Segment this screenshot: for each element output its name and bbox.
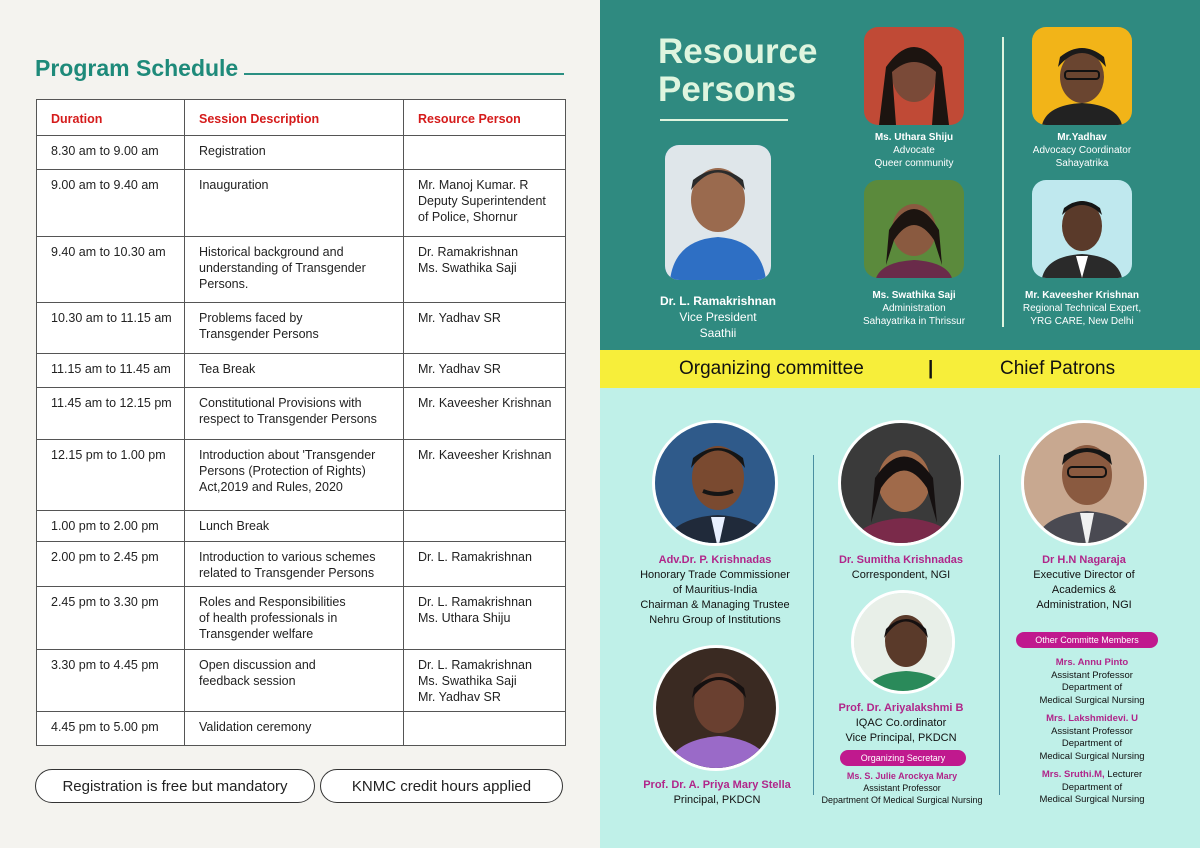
caption-nagaraja xyxy=(1004,553,1164,613)
role-annu-3: Medical Surgical Nursing xyxy=(1039,694,1145,706)
cell-duration: 4.45 pm to 5.00 pm xyxy=(37,712,185,746)
role-swathika: Administration xyxy=(882,303,946,314)
org-kaveesher: YRG CARE, New Delhi xyxy=(1030,316,1134,327)
cell-duration: 10.30 am to 11.15 am xyxy=(37,303,185,354)
table-row xyxy=(37,354,566,388)
cell-duration: 8.30 am to 9.00 am xyxy=(37,136,185,170)
photo-sumitha xyxy=(838,420,964,546)
banner-separator: | xyxy=(928,358,934,379)
name-priya: Prof. Dr. A. Priya Mary Stella xyxy=(643,779,791,791)
role-secretary-1: Assistant Professor xyxy=(863,783,941,793)
name-sumitha: Dr. Sumitha Krishnadas xyxy=(838,554,964,566)
caption-kaveesher xyxy=(1007,289,1157,328)
cell-resource-person: Mr. Yadhav SR xyxy=(404,354,566,388)
photo-yadhav xyxy=(1032,27,1132,125)
cell-duration: 12.15 pm to 1.00 pm xyxy=(37,440,185,511)
role-sumitha: Correspondent, NGI xyxy=(851,569,951,581)
cell-duration: 9.40 am to 10.30 am xyxy=(37,237,185,303)
role-nagaraja-2: Academics & xyxy=(1051,584,1117,596)
caption-swathika xyxy=(840,289,988,328)
role-ariyalakshmi-1: IQAC Co.ordinator xyxy=(855,717,947,729)
cell-session: Inauguration xyxy=(185,170,404,237)
cell-resource-person: Dr. Ramakrishnan Ms. Swathika Saji xyxy=(404,237,566,303)
cell-resource-person: Mr. Yadhav SR xyxy=(404,303,566,354)
caption-priya xyxy=(622,778,812,808)
photo-priya xyxy=(653,645,779,771)
cell-duration: 2.45 pm to 3.30 pm xyxy=(37,587,185,650)
committee-banner xyxy=(600,350,1200,388)
registration-note: Registration is free but mandatory xyxy=(35,769,315,803)
cell-session: Introduction about 'Transgender Persons (Protection of Rights) Act,2019 and Rules, 2020 xyxy=(185,440,404,511)
cell-resource-person: Dr. L. Ramakrishnan xyxy=(404,542,566,587)
cell-resource-person: Dr. L. Ramakrishnan Ms. Swathika Saji Mr. Yadhav SR xyxy=(404,650,566,712)
schedule-title: Program Schedule xyxy=(35,55,239,81)
cell-resource-person: Mr. Kaveesher Krishnan xyxy=(404,388,566,440)
cell-session: Validation ceremony xyxy=(185,712,404,746)
photo-nagaraja xyxy=(1021,420,1147,546)
table-row xyxy=(37,303,566,354)
name-krishnadas: Adv.Dr. P. Krishnadas xyxy=(658,554,772,566)
role-annu-1: Assistant Professor xyxy=(1051,669,1133,681)
cell-session: Problems faced by Transgender Persons xyxy=(185,303,404,354)
photo-ariyalakshmi xyxy=(851,590,955,694)
name-swathika: Ms. Swathika Saji xyxy=(872,290,956,301)
cell-session: Lunch Break xyxy=(185,511,404,542)
table-row xyxy=(37,136,566,170)
resource-title-underline xyxy=(660,119,788,121)
caption-secretary xyxy=(812,770,992,806)
photo-kaveesher xyxy=(1032,180,1132,278)
role-sruthi-2: Medical Surgical Nursing xyxy=(1039,794,1145,805)
credit-hours-note: KNMC credit hours applied xyxy=(320,769,563,803)
table-header-row xyxy=(37,100,566,136)
caption-krishnadas xyxy=(616,553,814,628)
cell-resource-person: Mr. Kaveesher Krishnan xyxy=(404,440,566,511)
title-sruthi: Lecturer xyxy=(1104,769,1143,780)
name-ramakrishnan: Dr. L. Ramakrishnan xyxy=(659,294,777,308)
cell-resource-person xyxy=(404,511,566,542)
cell-resource-person: Dr. L. Ramakrishnan Ms. Uthara Shiju xyxy=(404,587,566,650)
role-nagaraja-3: Administration, NGI xyxy=(1036,599,1132,611)
name-lakshmidevi: Mrs. Lakshmidevi. U xyxy=(1046,713,1138,724)
resource-title-line1: Resource xyxy=(658,32,818,71)
cell-duration: 11.45 am to 12.15 pm xyxy=(37,388,185,440)
role-krishnadas-4: Nehru Group of Institutions xyxy=(649,614,781,626)
name-secretary: Ms. S. Julie Arockya Mary xyxy=(846,771,958,781)
table-row xyxy=(37,440,566,511)
cell-session: Historical background and understanding of Transgender Persons. xyxy=(185,237,404,303)
name-annu: Mrs. Annu Pinto xyxy=(1055,657,1129,668)
cell-duration: 9.00 am to 9.40 am xyxy=(37,170,185,237)
name-kaveesher: Mr. Kaveesher Krishnan xyxy=(1025,290,1139,301)
photo-ramakrishnan xyxy=(665,145,771,280)
caption-sumitha xyxy=(826,553,976,583)
role-uthara: Advocate xyxy=(893,145,935,156)
table-row xyxy=(37,650,566,712)
banner-chief-patrons: Chief Patrons xyxy=(1000,358,1116,379)
photo-swathika xyxy=(864,180,964,278)
org-yadhav: Sahayatrika xyxy=(1055,158,1109,169)
member-lakshmidevi xyxy=(1017,713,1167,763)
member-sruthi xyxy=(1017,769,1167,807)
org-uthara: Queer community xyxy=(874,158,954,169)
role-secretary-2: Department Of Medical Surgical Nursing xyxy=(821,795,983,805)
role-priya: Principal, PKDCN xyxy=(673,794,761,806)
photo-uthara xyxy=(864,27,964,125)
table-row xyxy=(37,237,566,303)
cell-duration: 11.15 am to 11.45 am xyxy=(37,354,185,388)
role-annu-2: Department of xyxy=(1061,682,1123,693)
table-row xyxy=(37,511,566,542)
org-swathika: Sahayatrika in Thrissur xyxy=(862,316,966,327)
header-duration: Duration xyxy=(37,100,185,136)
cell-session: Constitutional Provisions with respect to Transgender Persons xyxy=(185,388,404,440)
organizing-secretary-tag: Organizing Secretary xyxy=(840,750,966,766)
cell-session: Roles and Responsibilities of health professionals in Transgender welfare xyxy=(185,587,404,650)
cell-duration: 2.00 pm to 2.45 pm xyxy=(37,542,185,587)
role-ariyalakshmi-2: Vice Principal, PKDCN xyxy=(845,732,957,744)
cell-session: Tea Break xyxy=(185,354,404,388)
table-row xyxy=(37,542,566,587)
name-ariyalakshmi: Prof. Dr. Ariyalakshmi B xyxy=(838,702,964,714)
resource-divider xyxy=(1002,37,1004,327)
caption-ariyalakshmi xyxy=(826,701,976,746)
org-ramakrishnan: Saathii xyxy=(699,326,737,340)
title-divider xyxy=(244,73,564,75)
role-krishnadas-3: Chairman & Managing Trustee xyxy=(640,599,790,611)
role-ramakrishnan: Vice President xyxy=(679,310,757,324)
table-row xyxy=(37,388,566,440)
resource-title-line2: Persons xyxy=(658,70,797,109)
committee-divider-2 xyxy=(999,455,1000,795)
header-resource-person: Resource Person xyxy=(404,100,566,136)
other-members-tag: Other Committe Members xyxy=(1016,632,1158,648)
cell-session: Introduction to various schemes related to Transgender Persons xyxy=(185,542,404,587)
role-yadhav: Advocacy Coordinator xyxy=(1032,145,1132,156)
resource-persons-title xyxy=(658,33,818,109)
table-row xyxy=(37,712,566,746)
role-lakshmidevi-2: Department of xyxy=(1061,738,1123,749)
caption-ramakrishnan xyxy=(640,293,796,341)
cell-session: Open discussion and feedback session xyxy=(185,650,404,712)
cell-duration: 3.30 pm to 4.45 pm xyxy=(37,650,185,712)
name-nagaraja: Dr H.N Nagaraja xyxy=(1042,554,1126,566)
banner-organizing-committee: Organizing committee xyxy=(679,358,864,379)
cell-resource-person xyxy=(404,712,566,746)
role-lakshmidevi-1: Assistant Professor xyxy=(1051,725,1133,737)
name-uthara: Ms. Uthara Shiju xyxy=(874,132,954,143)
caption-yadhav xyxy=(1012,131,1152,170)
role-krishnadas-2: of Mauritius-India xyxy=(672,584,758,596)
name-sruthi: Mrs. Sruthi.M, xyxy=(1041,769,1105,780)
cell-resource-person: Mr. Manoj Kumar. R Deputy Superintendent of Police, Shornur xyxy=(404,170,566,237)
table-row xyxy=(37,587,566,650)
role-lakshmidevi-3: Medical Surgical Nursing xyxy=(1039,750,1145,762)
role-krishnadas-1: Honorary Trade Commissioner xyxy=(640,569,790,581)
cell-session: Registration xyxy=(185,136,404,170)
cell-duration: 1.00 pm to 2.00 pm xyxy=(37,511,185,542)
role-kaveesher: Regional Technical Expert, xyxy=(1022,303,1142,314)
name-yadhav: Mr.Yadhav xyxy=(1057,132,1107,143)
role-sruthi-1: Department of xyxy=(1061,781,1123,793)
photo-krishnadas xyxy=(652,420,778,546)
cell-resource-person xyxy=(404,136,566,170)
role-nagaraja-1: Executive Director of xyxy=(1033,569,1135,581)
member-annu xyxy=(1017,657,1167,707)
table-row xyxy=(37,170,566,237)
header-session: Session Description xyxy=(185,100,404,136)
caption-uthara xyxy=(844,131,984,170)
schedule-table xyxy=(36,99,566,746)
